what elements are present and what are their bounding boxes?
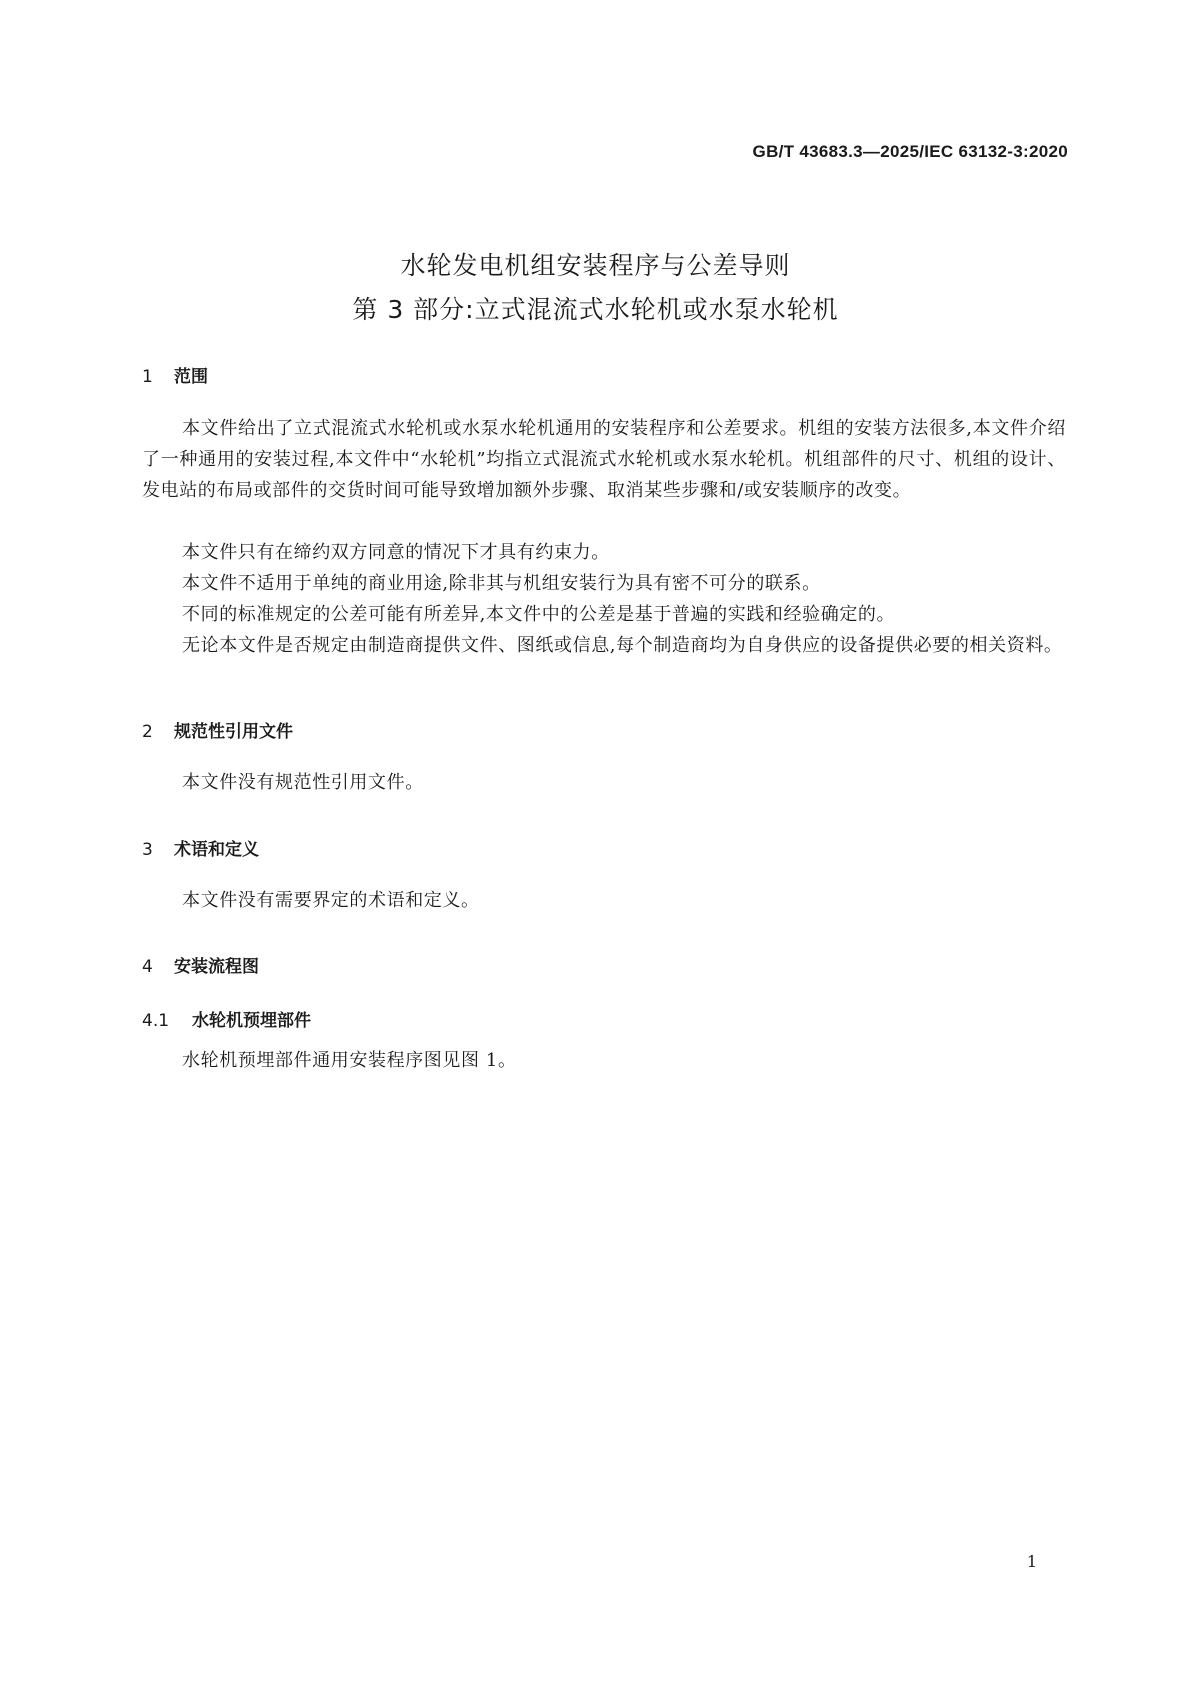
section-title: 规范性引用文件 <box>174 722 293 742</box>
section-1-heading <box>142 362 208 387</box>
subsection-number: 4.1 <box>142 1011 170 1031</box>
scope-paragraph-2: 本文件只有在缔约双方同意的情况下才具有约束力。 <box>182 542 610 563</box>
section-4-heading <box>142 952 259 977</box>
document-title <box>0 244 1191 332</box>
section-2-heading <box>142 717 293 742</box>
title-line-1: 水轮发电机组安装程序与公差导则 <box>400 251 791 280</box>
section-title: 安装流程图 <box>174 957 259 977</box>
scope-paragraph-5: 无论本文件是否规定由制造商提供文件、图纸或信息,每个制造商均为自身供应的设备提供必要的相关资料。 <box>182 635 1063 656</box>
terms-paragraph: 本文件没有需要界定的术语和定义。 <box>182 890 480 911</box>
section-number: 4 <box>142 957 153 977</box>
section-number: 3 <box>142 840 153 860</box>
section-number: 2 <box>142 722 153 742</box>
normative-references-paragraph: 本文件没有规范性引用文件。 <box>182 772 424 793</box>
scope-paragraph-4: 不同的标准规定的公差可能有所差异,本文件中的公差是基于普遍的实践和经验确定的。 <box>182 604 896 625</box>
page-number: 1 <box>1026 1552 1037 1571</box>
standard-code: GB/T 43683.3—2025/IEC 63132-3:2020 <box>752 142 1068 161</box>
section-number: 1 <box>142 367 153 387</box>
title-line-2: 第 3 部分:立式混流式水轮机或水泵水轮机 <box>352 295 839 324</box>
section-title: 范围 <box>174 367 208 387</box>
scope-paragraph-1: 本文件给出了立式混流式水轮机或水泵水轮机通用的安装程序和公差要求。机组的安装方法很多,本文件介绍了一种通用的安装过程,本文件中“水轮机”均指立式混流式水轮机或水泵水轮机。机组部件的尺寸、机组的设计、发电站的布局或部件的交货时间可能导致增加额外步骤、取消某些步骤和/或安装顺序的改变。 <box>142 418 1066 501</box>
section-title: 术语和定义 <box>174 840 259 860</box>
section-3-heading <box>142 835 259 860</box>
subsection-4-1-heading <box>142 1006 311 1031</box>
scope-paragraph-3: 本文件不适用于单纯的商业用途,除非其与机组安装行为具有密不可分的联系。 <box>182 573 821 594</box>
embedded-parts-paragraph: 水轮机预埋部件通用安装程序图见图 1。 <box>182 1050 517 1071</box>
subsection-title: 水轮机预埋部件 <box>192 1011 311 1031</box>
